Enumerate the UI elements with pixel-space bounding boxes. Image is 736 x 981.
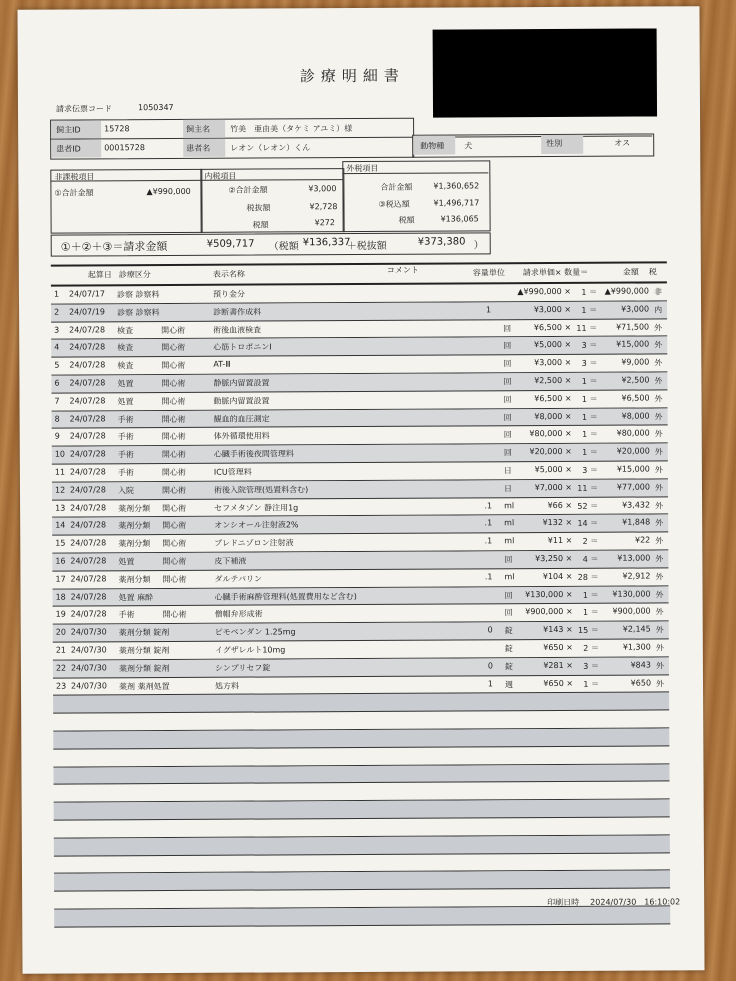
- cell-count: 1 ＝: [581, 287, 597, 297]
- cell-tax: 外: [654, 394, 663, 404]
- cell-unit: ml: [504, 536, 515, 546]
- cell-tax: 外: [655, 518, 664, 528]
- cell-price: ¥132 ×: [542, 518, 573, 528]
- cell-date: 24/07/28: [70, 574, 107, 584]
- cell-cat: 薬剤分類 錠剤: [118, 645, 170, 656]
- cell-amount: ¥13,000: [617, 553, 651, 563]
- patient-id: 00015728: [104, 143, 145, 153]
- cell-amount: ¥15,000: [616, 339, 650, 350]
- cell-price: ¥3,000 ×: [534, 358, 572, 368]
- cell-date: 24/07/17: [68, 289, 105, 299]
- cell-amount: ¥130,000: [612, 589, 651, 599]
- cell-cat: 薬剤分類 錠剤: [118, 663, 170, 674]
- empty-rows: [53, 693, 670, 928]
- cell-date: 24/07/30: [70, 627, 107, 637]
- cell-qty: 0: [487, 625, 493, 635]
- cell-tax: 外: [655, 500, 664, 511]
- cell-date: 24/07/28: [69, 342, 106, 352]
- cell-tax: 外: [654, 411, 663, 422]
- invoice-code-label: 請求伝票コード: [55, 104, 113, 114]
- cell-tax: 外: [655, 625, 664, 635]
- cell-amount: ¥20,000: [616, 446, 650, 456]
- cell-count: 14 ＝: [577, 519, 599, 529]
- billing-label: ①＋②＋③＝請求金額: [60, 240, 168, 254]
- cell-count: 2 ＝: [582, 536, 599, 546]
- cell-amount: ¥77,000: [616, 482, 651, 492]
- cell-sub: 開心術: [161, 343, 186, 353]
- cell-no: 23: [55, 681, 67, 691]
- cell-count: 1 ＝: [581, 394, 598, 404]
- cell-cat: 処置: [117, 396, 134, 407]
- cell-name: 動脈内留置設置: [213, 396, 270, 406]
- intax-pretax: ¥2,728: [309, 202, 338, 212]
- cell-tax: 外: [654, 465, 663, 475]
- cell-count: 11 ＝: [576, 323, 598, 333]
- cell-amount: ¥9,000: [621, 357, 650, 367]
- cell-date: 24/07/19: [69, 307, 106, 317]
- cell-price: ¥66 ×: [547, 500, 573, 510]
- cell-no: 17: [55, 574, 66, 584]
- cell-date: 24/07/28: [69, 467, 106, 477]
- cell-sub: 開心術: [162, 610, 187, 620]
- nontax-label: 非課税項目: [54, 172, 95, 182]
- cell-cat: 検査: [117, 343, 134, 353]
- patient-id-label: 患者ID: [56, 144, 81, 154]
- cell-price: ¥3,250 ×: [535, 553, 573, 564]
- cell-count: 15 ＝: [577, 625, 599, 636]
- col-category: 診療区分: [118, 270, 151, 280]
- cell-cat: 入院: [117, 485, 135, 496]
- cell-no: 8: [54, 414, 60, 424]
- cell-tax: 外: [655, 572, 664, 582]
- cell-cat: 手術: [117, 432, 134, 442]
- cell-price: ¥143 ×: [543, 625, 573, 635]
- cell-price: ¥900,000 ×: [525, 607, 573, 617]
- redacted-block: [433, 28, 657, 117]
- cell-price: ¥7,000 ×: [534, 482, 573, 492]
- cell-no: 7: [54, 396, 60, 406]
- cell-cat: 診察 診察料: [116, 290, 160, 300]
- cell-name: 心筋トロポニンI: [213, 342, 272, 353]
- cell-amount: ¥80,000: [616, 428, 650, 439]
- cell-count: 1 ＝: [582, 590, 599, 600]
- cell-name: 預り金分: [212, 289, 245, 299]
- cell-count: 1 ＝: [581, 376, 598, 386]
- cell-no: 2: [54, 307, 60, 317]
- owner-name-label: 飼主名: [186, 124, 211, 134]
- cell-date: 24/07/28: [69, 378, 106, 388]
- cell-amount: ¥2,912: [622, 571, 651, 581]
- cell-unit: 錠: [504, 661, 513, 671]
- col-tax: 税: [648, 267, 657, 277]
- cell-tax: 外: [654, 340, 663, 350]
- invoice-code-value: 1050347: [137, 102, 174, 113]
- cell-unit: 回: [504, 608, 513, 618]
- species: 犬: [464, 141, 473, 151]
- cell-sub: 開心術: [162, 503, 187, 513]
- cell-cat: 手術: [118, 610, 135, 620]
- cell-tax: 外: [654, 323, 663, 333]
- cell-amount: ▲¥990,000: [604, 286, 649, 296]
- cell-price: ¥6,500 ×: [533, 322, 572, 332]
- owner-id: 15728: [104, 124, 130, 134]
- cell-tax: 外: [655, 643, 664, 653]
- cell-unit: 回: [504, 555, 513, 565]
- cell-price: ¥20,000 ×: [529, 447, 572, 457]
- cell-count: 2 ＝: [583, 643, 599, 653]
- cell-name: 心臓手術後夜間管理料: [213, 449, 294, 459]
- cell-tax: 外: [655, 661, 664, 671]
- cell-tax: 外: [654, 358, 663, 368]
- nontax-total: ▲¥990,000: [146, 186, 191, 197]
- species-label: 動物種: [420, 141, 445, 151]
- cell-cat: 手術: [117, 414, 134, 424]
- cell-count: 11 ＝: [577, 483, 599, 493]
- cell-sub: 開心術: [161, 378, 186, 389]
- sex: オス: [614, 138, 631, 148]
- col-comment: コメント: [386, 265, 419, 275]
- cell-name: 体外循環使用料: [213, 431, 270, 442]
- cell-tax: 外: [654, 483, 664, 493]
- cell-no: 18: [55, 592, 66, 602]
- cell-date: 24/07/28: [69, 485, 106, 495]
- cell-sub: 開心術: [161, 450, 186, 460]
- cell-sub: 開心術: [161, 396, 186, 406]
- billing-amount: ¥509,717: [206, 238, 255, 250]
- billing-tax-label: （税額: [268, 241, 299, 253]
- cell-price: ¥5,000 ×: [533, 340, 572, 350]
- cell-date: 24/07/28: [70, 520, 107, 530]
- cell-unit: 錠: [504, 644, 513, 654]
- invoice-paper: [17, 6, 704, 974]
- cell-sub: 開心術: [161, 432, 186, 442]
- cell-tax: 内: [654, 305, 663, 315]
- cell-name: AT-Ⅲ: [213, 359, 231, 369]
- cell-count: 1 ＝: [581, 305, 598, 315]
- cell-sub: 開心術: [162, 556, 187, 566]
- cell-cat: 薬剤分類 錠剤: [118, 628, 170, 638]
- cell-qty: .1: [484, 518, 493, 528]
- cell-sub: 開心術: [161, 414, 186, 424]
- cell-cat: 検査: [117, 325, 134, 335]
- cell-amount: ¥71,500: [616, 322, 650, 332]
- cell-no: 11: [54, 467, 66, 477]
- extax-tax-label: 税額: [398, 215, 415, 225]
- cell-price: ¥650 ×: [543, 642, 573, 652]
- cell-sub: 開心術: [161, 467, 186, 478]
- cell-date: 24/07/28: [69, 449, 106, 459]
- cell-name: セフメタゾン 静注用1g: [214, 502, 299, 513]
- cell-tax: 外: [655, 554, 664, 564]
- extax-incl: ¥1,496,717: [433, 198, 480, 208]
- cell-count: 3 ＝: [581, 358, 598, 369]
- cell-date: 24/07/28: [69, 324, 106, 335]
- cell-amount: ¥6,500: [621, 393, 650, 403]
- cell-no: 9: [54, 431, 60, 441]
- cell-unit: 日: [503, 466, 512, 476]
- cell-cat: 処置 麻酔: [118, 592, 154, 602]
- intax-label: 内税項目: [204, 171, 237, 181]
- cell-tax: 外: [655, 536, 664, 546]
- cell-unit: 回: [503, 394, 512, 405]
- cell-amount: ¥900,000: [612, 606, 651, 617]
- table-row: [53, 675, 669, 696]
- cell-name: 皮下補液: [214, 556, 247, 566]
- cell-qty: .1: [484, 572, 493, 582]
- cell-no: 1: [53, 289, 60, 299]
- nontax-total-label: ①合計金額: [54, 188, 94, 198]
- cell-unit: 日: [503, 483, 513, 494]
- cell-name: ICU管理料: [213, 467, 252, 477]
- cell-amount: ¥843: [630, 660, 651, 670]
- billing-pretax-label: ＋税抜額: [346, 240, 387, 253]
- printed-label: 印刷日時: [547, 897, 580, 908]
- cell-sub: 開心術: [162, 539, 187, 549]
- billing-close: ）: [473, 240, 484, 252]
- cell-date: 24/07/30: [70, 645, 107, 655]
- cell-amount: ¥22: [634, 535, 651, 545]
- cell-unit: 回: [503, 341, 512, 351]
- cell-no: 10: [54, 449, 66, 459]
- cell-cat: 薬剤分類: [118, 574, 151, 585]
- cell-date: 24/07/30: [70, 663, 107, 673]
- cell-price: ¥5,000 ×: [534, 464, 572, 475]
- intax-tax: ¥272: [314, 218, 335, 228]
- billing-tax: ¥136,337: [302, 237, 351, 249]
- cell-price: ¥3,000 ×: [533, 304, 572, 314]
- extax-total: ¥1,360,652: [433, 181, 480, 191]
- table-header: [51, 261, 667, 286]
- cell-price: ¥80,000 ×: [529, 429, 572, 439]
- col-date: 起算日: [87, 270, 112, 280]
- cell-unit: 回: [504, 590, 513, 600]
- cell-qty: .1: [484, 500, 493, 510]
- cell-qty: 1: [487, 678, 494, 688]
- cell-unit: 回: [503, 430, 512, 440]
- cell-count: 1 ＝: [581, 412, 598, 422]
- cell-price: ¥130,000 ×: [525, 589, 573, 599]
- cell-unit: 週: [504, 679, 514, 689]
- cell-amount: ¥3,432: [622, 500, 651, 510]
- cell-cat: 薬剤分類: [118, 503, 151, 513]
- cell-cat: 薬剤分類: [118, 521, 151, 531]
- cell-no: 16: [55, 556, 66, 566]
- cell-date: 24/07/28: [70, 591, 107, 602]
- patient-name-label: 患者名: [186, 143, 211, 153]
- cell-tax: 外: [654, 376, 663, 386]
- cell-name: オンシオール注射液2%: [214, 520, 299, 531]
- cell-no: 14: [55, 520, 66, 530]
- cell-unit: 回: [503, 448, 512, 458]
- cell-date: 24/07/28: [69, 360, 106, 370]
- cell-sub: 開心術: [161, 325, 186, 335]
- cell-name: 僧帽弁形成術: [214, 609, 263, 620]
- cell-qty: 0: [487, 661, 493, 671]
- cell-count: 3 ＝: [581, 341, 598, 351]
- empty-row: [54, 906, 670, 927]
- cell-cat: 処置: [117, 379, 134, 389]
- cell-date: 24/07/28: [70, 538, 107, 548]
- cell-unit: ml: [504, 518, 515, 528]
- cell-no: 13: [55, 503, 66, 513]
- cell-name: 心臓手術麻酔管理料(処置費用など含む): [214, 591, 357, 602]
- cell-unit: 回: [503, 412, 512, 422]
- cell-tax: 外: [655, 589, 664, 600]
- cell-price: ▲¥990,000 ×: [517, 286, 571, 297]
- cell-no: 20: [55, 627, 66, 637]
- cell-count: 52 ＝: [577, 501, 599, 511]
- cell-amount: ¥8,000: [621, 411, 650, 421]
- patient-name: レオン（レオン）くん: [230, 143, 311, 153]
- cell-price: ¥6,500 ×: [534, 393, 572, 403]
- col-price: 請求単価× 数量＝: [522, 267, 589, 278]
- cell-count: 1 ＝: [583, 679, 600, 689]
- cell-tax: 外: [654, 447, 663, 457]
- cell-count: 3 ＝: [582, 465, 598, 475]
- cell-tax: 外: [655, 678, 665, 688]
- col-unit: 容量単位: [472, 268, 505, 278]
- cell-tax: 外: [655, 607, 664, 617]
- cell-name: プレドニゾロン注射液: [214, 538, 294, 548]
- cell-qty: 1: [485, 305, 492, 315]
- cell-count: 1 ＝: [582, 430, 598, 440]
- cell-date: 24/07/28: [69, 396, 106, 406]
- cell-amount: ¥650: [630, 678, 652, 688]
- col-amount: 金額: [622, 267, 639, 277]
- cell-price: ¥11 ×: [547, 536, 573, 546]
- cell-date: 24/07/28: [69, 431, 106, 441]
- cell-price: ¥281 ×: [543, 660, 573, 670]
- cell-unit: ml: [504, 500, 515, 510]
- owner-name: 竹美 亜由美（タケミ アユミ）様: [230, 124, 353, 134]
- items-table: [51, 261, 670, 927]
- cell-no: 3: [54, 325, 60, 335]
- cell-no: 6: [54, 378, 60, 388]
- cell-amount: ¥1,300: [622, 642, 651, 652]
- cell-date: 24/07/28: [69, 413, 106, 424]
- cell-no: 21: [55, 645, 67, 655]
- cell-name: 診断書作成料: [213, 307, 262, 317]
- cell-price: ¥2,500 ×: [534, 375, 572, 386]
- cell-qty: .1: [484, 536, 493, 546]
- cell-date: 24/07/30: [70, 680, 107, 691]
- cell-amount: ¥1,848: [622, 517, 651, 527]
- printed-datetime: 2024/07/30 16:10:02: [590, 897, 681, 907]
- extax-label: 外税項目: [346, 163, 379, 174]
- owner-id-label: 飼主ID: [56, 125, 81, 135]
- cell-count: 1 ＝: [582, 447, 598, 458]
- cell-unit: 回: [503, 377, 512, 387]
- cell-no: 19: [55, 609, 66, 619]
- cell-amount: ¥3,000: [621, 304, 650, 314]
- cell-count: 4 ＝: [582, 554, 599, 564]
- extax-tax: ¥136,065: [440, 214, 479, 224]
- cell-name: ピモベンダン 1.25mg: [214, 627, 296, 637]
- cell-price: ¥104 ×: [542, 571, 573, 581]
- cell-cat: 手術: [117, 450, 134, 460]
- cell-count: 3 ＝: [583, 661, 599, 671]
- page-title: 診療明細書: [299, 66, 405, 86]
- cell-name: シンプリセフ錠: [214, 663, 271, 673]
- cell-cat: 処置: [118, 557, 135, 567]
- row-list: [51, 283, 669, 696]
- cell-date: 24/07/28: [70, 556, 107, 566]
- cell-name: 術後血液検査: [213, 325, 262, 335]
- intax-total: ¥3,000: [308, 184, 337, 194]
- cell-sub: 開心術: [162, 574, 187, 584]
- extax-incl-label: ③税込額: [378, 199, 410, 209]
- cell-tax: 外: [654, 429, 663, 439]
- billing-pretax: ¥373,380: [417, 236, 466, 248]
- sex-label: 性別: [546, 138, 563, 149]
- cell-amount: ¥2,145: [622, 624, 651, 634]
- cell-unit: 錠: [504, 626, 513, 636]
- cell-no: 22: [55, 663, 67, 673]
- cell-unit: ml: [504, 571, 515, 581]
- cell-cat: 検査: [117, 361, 134, 371]
- cell-cat: 手術: [117, 468, 134, 478]
- extax-total-label: 合計金額: [380, 182, 413, 192]
- cell-count: 28 ＝: [577, 572, 599, 582]
- cell-no: 5: [54, 360, 60, 370]
- cell-price: ¥8,000 ×: [534, 411, 572, 421]
- cell-date: 24/07/28: [70, 609, 107, 619]
- cell-no: 15: [55, 538, 66, 548]
- cell-unit: 回: [503, 359, 512, 369]
- cell-name: 処方料: [214, 681, 240, 691]
- cell-count: 1 ＝: [582, 608, 599, 618]
- cell-unit: 回: [503, 323, 512, 333]
- cell-name: 静脈内留置設置: [213, 378, 270, 388]
- intax-total-label: ②合計金額: [228, 185, 268, 195]
- intax-pretax-label: 税抜額: [246, 203, 271, 213]
- col-name: 表示名称: [212, 269, 245, 279]
- cell-price: ¥650 ×: [543, 678, 574, 688]
- cell-name: ダルテパリン: [214, 574, 263, 584]
- cell-date: 24/07/28: [70, 502, 107, 513]
- cell-no: 12: [54, 485, 66, 495]
- cell-cat: 薬剤分類: [118, 539, 151, 549]
- cell-sub: 開心術: [161, 361, 186, 371]
- cell-name: 観血的血圧測定: [213, 414, 270, 424]
- cell-amount: ¥15,000: [616, 464, 650, 474]
- cell-no: 4: [54, 342, 60, 352]
- cell-sub: 開心術: [161, 485, 187, 495]
- cell-amount: ¥2,500: [621, 375, 650, 385]
- cell-sub: 開心術: [162, 521, 187, 531]
- cell-tax: 非: [653, 287, 662, 297]
- cell-name: 術後入院管理(処置料含む): [213, 485, 309, 495]
- cell-cat: 薬剤 薬剤処置: [119, 681, 170, 691]
- cell-name: イグザレルト10mg: [214, 645, 286, 655]
- cell-cat: 診察 診察料: [117, 307, 160, 318]
- intax-tax-label: 税額: [252, 220, 269, 230]
